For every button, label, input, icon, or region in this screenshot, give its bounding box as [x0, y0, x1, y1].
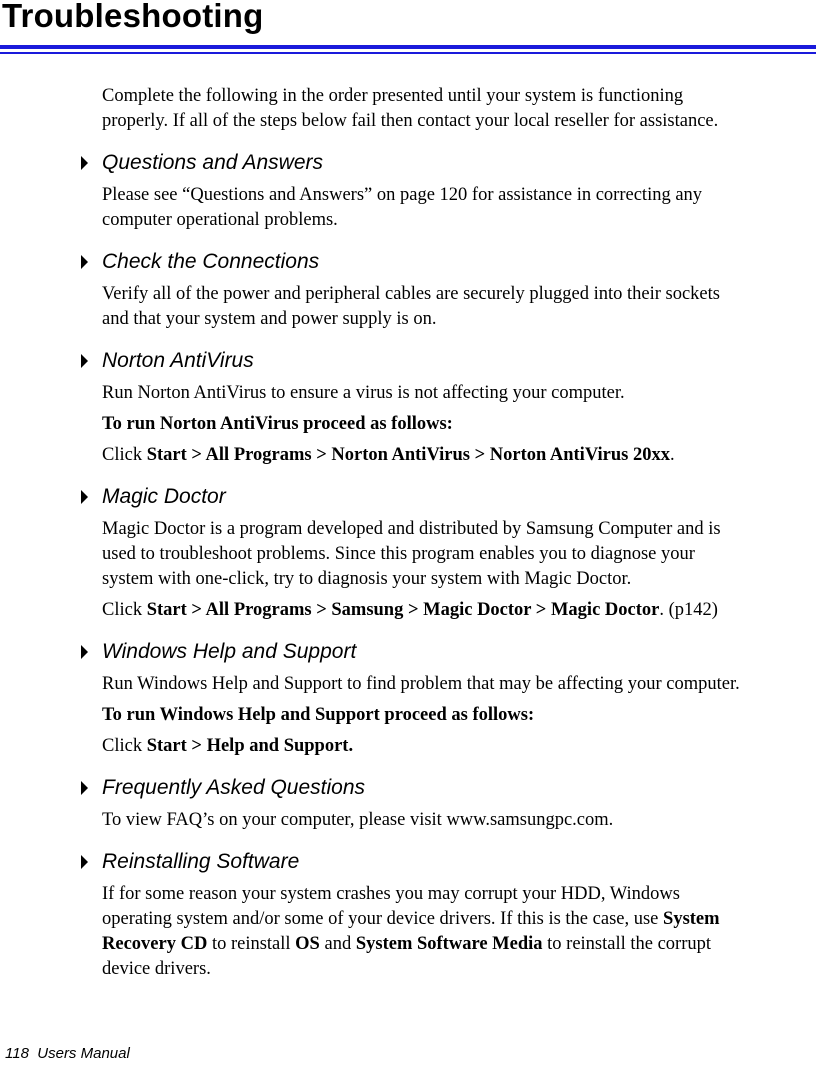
- body-line: operating system and/or some of your device drivers. If this is the case, use System: [102, 909, 720, 929]
- body-line: Run Windows Help and Support to find problem that may be affecting your computer.: [102, 674, 740, 694]
- steps-title: To run Norton AntiVirus proceed as follows:: [102, 414, 453, 434]
- body-line: device drivers.: [102, 959, 211, 979]
- title-rule-thick: [0, 45, 816, 49]
- body-line: Please see “Questions and Answers” on page 120 for assistance in correcting any: [102, 185, 703, 205]
- body-line: Verify all of the power and peripheral cables are securely plugged into their sockets: [102, 284, 720, 304]
- body-line: Run Norton AntiVirus to ensure a virus is not affecting your computer.: [102, 383, 625, 403]
- body-line: system with one-click, try to diagnosis your system with Magic Doctor.: [102, 569, 632, 589]
- click-path: Click Start > Help and Support.: [102, 736, 354, 756]
- page-title: Troubleshooting: [2, 0, 264, 34]
- intro-line: Complete the following in the order presented until your system is functioning: [102, 86, 684, 106]
- body-line: computer operational problems.: [102, 210, 338, 230]
- section-questions-answers: [102, 149, 816, 233]
- section-windows-help: [102, 638, 816, 759]
- caret-right-icon: [81, 156, 88, 170]
- section-reinstalling-software: [102, 848, 816, 982]
- section-magic-doctor: [102, 483, 816, 623]
- body-line: Recovery CD to reinstall OS and System Software Media to reinstall the corrupt: [102, 934, 712, 954]
- page-footer: [5, 1045, 130, 1063]
- caret-right-icon: [81, 645, 88, 659]
- click-path: Click Start > All Programs > Samsung > Magic Doctor > Magic Doctor. (p142): [102, 600, 718, 620]
- steps-title: To run Windows Help and Support proceed as follows:: [102, 705, 535, 725]
- body-line: If for some reason your system crashes you may corrupt your HDD, Windows: [102, 884, 680, 904]
- section-heading: Reinstalling Software: [102, 850, 300, 873]
- section-heading: Check the Connections: [102, 250, 320, 273]
- page-number: 118: [5, 1045, 29, 1062]
- content: [102, 84, 816, 997]
- section-heading: Norton AntiVirus: [102, 349, 254, 372]
- title-rule-thin: [0, 52, 816, 54]
- intro-paragraph: [102, 84, 816, 134]
- caret-right-icon: [81, 255, 88, 269]
- caret-right-icon: [81, 490, 88, 504]
- caret-right-icon: [81, 781, 88, 795]
- caret-right-icon: [81, 354, 88, 368]
- caret-right-icon: [81, 855, 88, 869]
- section-check-connections: [102, 248, 816, 332]
- body-line: used to troubleshoot problems. Since this program enables you to diagnose your: [102, 544, 695, 564]
- body-line: and that your system and power supply is on.: [102, 309, 437, 329]
- section-faq: [102, 774, 816, 833]
- footer-label: Users Manual: [37, 1045, 130, 1062]
- section-heading: Frequently Asked Questions: [102, 776, 366, 799]
- section-heading: Magic Doctor: [102, 485, 226, 508]
- section-heading: Windows Help and Support: [102, 640, 357, 663]
- body-line: To view FAQ’s on your computer, please visit www.samsungpc.com.: [102, 810, 614, 830]
- section-heading: Questions and Answers: [102, 151, 324, 174]
- intro-line: properly. If all of the steps below fail then contact your local reseller for assistance.: [102, 111, 719, 131]
- body-line: Magic Doctor is a program developed and distributed by Samsung Computer and is: [102, 519, 721, 539]
- section-norton-antivirus: [102, 347, 816, 468]
- click-path: Click Start > All Programs > Norton AntiVirus > Norton AntiVirus 20xx.: [102, 445, 675, 465]
